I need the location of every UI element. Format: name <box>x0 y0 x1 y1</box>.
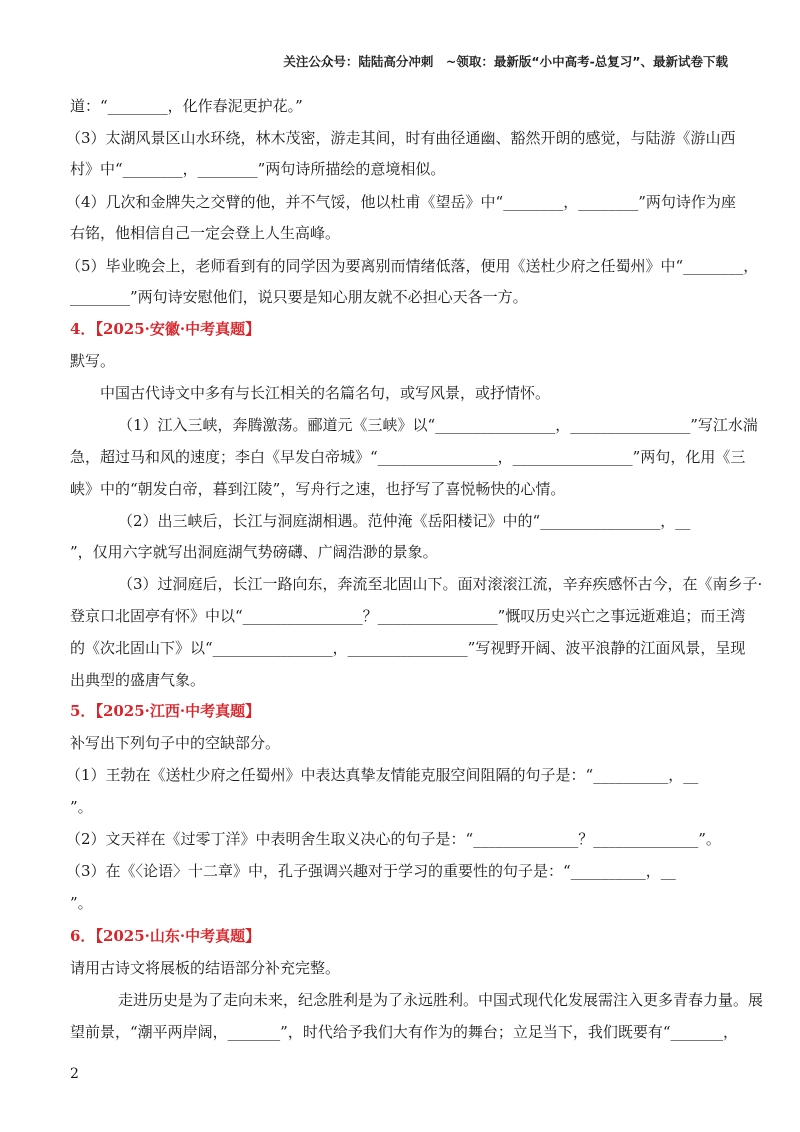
text-line: （2）出三峡后，长江与洞庭湖相遇。范仲淹《岳阳楼记》中的“________________，__ <box>118 512 691 530</box>
text-line: 的《次北固山下》以“________________，________________”写视野开阔、波平浪静的江面风景，呈现 <box>70 639 746 657</box>
text-line: （1）江入三峡，奔腾激荡。郦道元《三峡》以“________________，________________”写江水湍 <box>118 416 758 434</box>
question-instruction: 请用古诗文将展板的结语部分补充完整。 <box>70 959 341 977</box>
text-line: （3）过洞庭后，长江一路向东，奔流至北固山下。面对滚滚江流，辛弃疾感怀古今，在《南乡子· <box>118 575 763 593</box>
text-line: （3）在《〈论语〉十二章》中，孔子强调兴趣对于学习的重要性的句子是：“__________，__ <box>66 862 676 880</box>
text-line: 峡》中的“朝发白帝，暮到江陵”，写舟行之速，也抒写了喜悦畅快的心情。 <box>70 480 566 498</box>
question-number: 4． <box>70 320 96 338</box>
question-source: 【2025·安徽·中考真题】 <box>95 320 261 338</box>
text-line: 望前景，“潮平两岸阔，_______”，时代给予我们大有作为的舞台；立足当下，我们既要有“_______， <box>70 1023 739 1041</box>
question-instruction: 默写。 <box>70 352 116 370</box>
question-5-heading <box>70 701 730 721</box>
question-source: 【2025·山东·中考真题】 <box>95 927 261 945</box>
question-number: 5． <box>70 702 96 720</box>
text-line: （3）太湖风景区山水环绕，林木茂密，游走其间，时有曲径通幽、豁然开朗的感觉，与陆游《游山西 <box>66 129 736 147</box>
text-line: 村》中“________，________”两句诗所描绘的意境相似。 <box>70 160 446 178</box>
page-number: 2 <box>70 1066 79 1082</box>
text-line: 急，超过马和风的速度；李白《早发白帝城》“________________，________________”两句，化用《三 <box>70 448 746 466</box>
text-line: （1）王勃在《送杜少府之任蜀州》中表达真挚友情能克服空间阻隔的句子是：“__________，__ <box>66 766 699 784</box>
text-line: （2）文天祥在《过零丁洋》中表明舍生取义决心的句子是：“______________？______________”。 <box>66 830 721 848</box>
question-6-heading <box>70 926 730 946</box>
text-line: ________”两句诗安慰他们，说只要是知心朋友就不必担心天各一方。 <box>70 288 528 306</box>
text-line: ”，仅用六字就写出洞庭湖气势磅礴、广阔浩渺的景象。 <box>70 543 438 561</box>
text-line: 登京口北固亭有怀》中以“________________？________________”慨叹历史兴亡之事远逝难追；而王湾 <box>70 607 746 625</box>
text-line: 道：“________，化作春泥更护花。” <box>70 97 303 115</box>
question-4-heading <box>70 319 730 339</box>
page-header: 关注公众号：陆陆高分冲刺 ~领取：最新版“小中高考-总复习”、最新试卷下载 <box>283 54 728 69</box>
question-number: 6． <box>70 927 96 945</box>
text-line: ”。 <box>70 894 93 912</box>
question-source: 【2025·江西·中考真题】 <box>95 702 261 720</box>
text-line: （4）几次和金牌失之交臂的他，并不气馁，他以杜甫《望岳》中“________，________”两句诗作为座 <box>66 193 736 211</box>
text-line: （5）毕业晚会上，老师看到有的同学因为要离别而情绪低落，便用《送杜少府之任蜀州》中“________， <box>66 257 759 275</box>
text-line: 右铭，他相信自己一定会登上人生高峰。 <box>70 224 341 242</box>
question-instruction: 补写出下列句子中的空缺部分。 <box>70 734 281 752</box>
text-line: 走进历史是为了走向未来，纪念胜利是为了永远胜利。中国式现代化发展需注入更多青春力量。展 <box>118 991 764 1009</box>
question-intro: 中国古代诗文中多有与长江相关的名篇名句，或写风景，或抒情怀。 <box>100 384 551 402</box>
text-line: 出典型的盛唐气象。 <box>70 671 206 689</box>
text-line: ”。 <box>70 798 93 816</box>
